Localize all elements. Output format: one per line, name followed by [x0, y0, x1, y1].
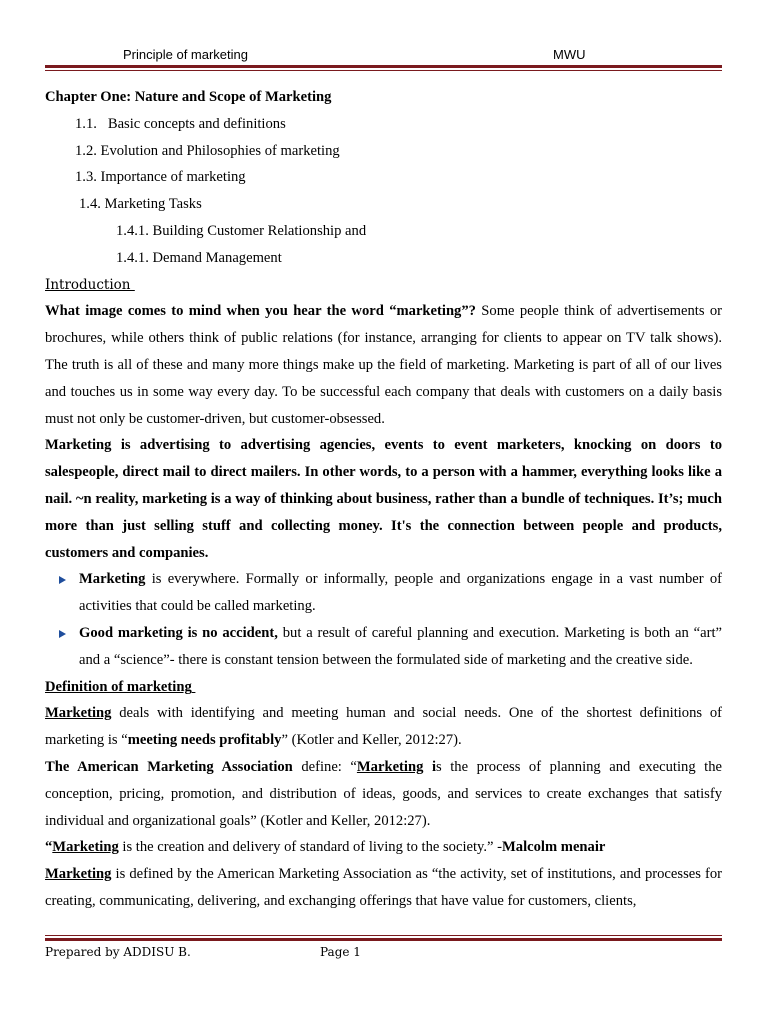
footer-author: Prepared by ADDISU B.: [45, 945, 191, 959]
definition-4-term: Marketing: [45, 866, 112, 883]
definition-3-quote: “: [45, 839, 53, 856]
bullet-arrow-icon: [59, 630, 66, 638]
toc-item-1-3: 1.3. Importance of marketing: [75, 169, 246, 186]
intro-paragraph-2: Marketing is advertising to advertising agencies, events to event marketers, knocking on doors to salespeople, direct mail to direct mailers. In other words, to a person with a hammer, everything looks like a nail. ~n reality, marketing is a way of thinking about business, rather than a bundle of techniques. It’s; much more than just selling stuff and collecting money. It's the connection between people and products, customers and companies.: [45, 437, 722, 561]
footer-page-number: Page 1: [320, 945, 361, 959]
footer-rule-thick: [45, 938, 722, 941]
bullet-1-text: is everywhere. Formally or informally, people and organizations engage in a vast number of activities that could be called marketing.: [79, 571, 722, 615]
definition-3-term: Marketing: [52, 839, 119, 856]
bullet-item-2: [45, 620, 722, 674]
definition-3-text: is the creation and delivery of standard of living to the society.” -: [118, 839, 503, 856]
toc-item-1-4-1b: 1.4.1. Demand Management: [116, 249, 282, 266]
header-course-title: Principle of marketing: [123, 47, 248, 62]
bullet-2-text: but a result of careful planning and execution. Marketing is both an “art” and a “science”- there is constant tension between the formulated side of marketing and the creative side.: [79, 624, 722, 668]
bullet-arrow-icon: [59, 576, 66, 584]
header-institution: MWU: [553, 47, 586, 62]
definition-paragraph-2: [45, 754, 722, 834]
definition-heading-text: Definition of marketing: [45, 678, 192, 695]
footer-rule-thin: [45, 935, 722, 936]
intro-paragraph-1: [45, 298, 722, 432]
definition-2-term: Marketing: [356, 758, 424, 775]
toc-item-1-4-1a: 1.4.1. Building Customer Relationship and: [116, 222, 367, 239]
definition-paragraph-1: [45, 700, 722, 754]
toc-item-1-1: [45, 111, 722, 138]
definition-2-source: The American Marketing Association: [45, 758, 293, 775]
definition-2-lead: define: “: [292, 758, 357, 775]
introduction-heading: [45, 272, 722, 299]
definition-1-text: deals with identifying and meeting human and social needs. One of the shortest definitions of marketing is “: [45, 705, 722, 749]
definition-1-citation: ” (Kotler and Keller, 2012:27).: [281, 732, 462, 749]
bullet-1-lead: Marketing: [79, 571, 146, 588]
bullet-2-lead: Good marketing is no accident,: [79, 624, 278, 641]
bullet-item-1: [45, 566, 722, 620]
intro-paragraph-1-text: Some people think of advertisements or brochures, while others think of public relations (for instance, arranging for clients to appear on TV talk shows). The truth is all of these and many more things make up the field of marketing. Marketing is part of all of our lives and touches us in some way every day. To be successful each company that deals with customers on a daily basis must not only be customer-driven, but customer-obsessed.: [45, 303, 722, 427]
chapter-title: Chapter One: Nature and Scope of Marketing: [45, 89, 332, 105]
definition-2-text: s the process of planning and executing the conception, pricing, promotion, and distribution of ideas, goods, and services to create exchanges that satisfy individual and organizational goals” (Kotler and Keller, 2012:27).: [45, 758, 722, 829]
toc-item-1-1-number: 1.1.: [75, 115, 97, 132]
page-body: [45, 84, 722, 915]
toc-item-1-4: 1.4. Marketing Tasks: [79, 196, 202, 213]
toc-item-1-2: 1.2. Evolution and Philosophies of marketing: [75, 142, 340, 159]
definition-1-term: Marketing: [45, 705, 112, 722]
definition-1-phrase: meeting needs profitably: [127, 732, 282, 749]
definition-heading: [45, 674, 722, 701]
introduction-heading-text: Introduction: [45, 276, 131, 293]
definition-3-author: Malcolm menair: [502, 839, 606, 856]
header-rule-thin: [45, 70, 722, 71]
toc-item-1-1-text: Basic concepts and definitions: [107, 115, 286, 132]
intro-question: What image comes to mind when you hear the word “marketing”?: [45, 303, 476, 320]
header-rule-thick: [45, 65, 722, 68]
definition-paragraph-3: [45, 834, 722, 861]
definition-2-i: i: [423, 758, 436, 775]
definition-paragraph-4: [45, 861, 722, 915]
definition-4-text: is defined by the American Marketing Association as “the activity, set of institutions, and processes for creating, communicating, delivering, and exchanging offerings that have value for customers, clients,: [45, 866, 722, 909]
